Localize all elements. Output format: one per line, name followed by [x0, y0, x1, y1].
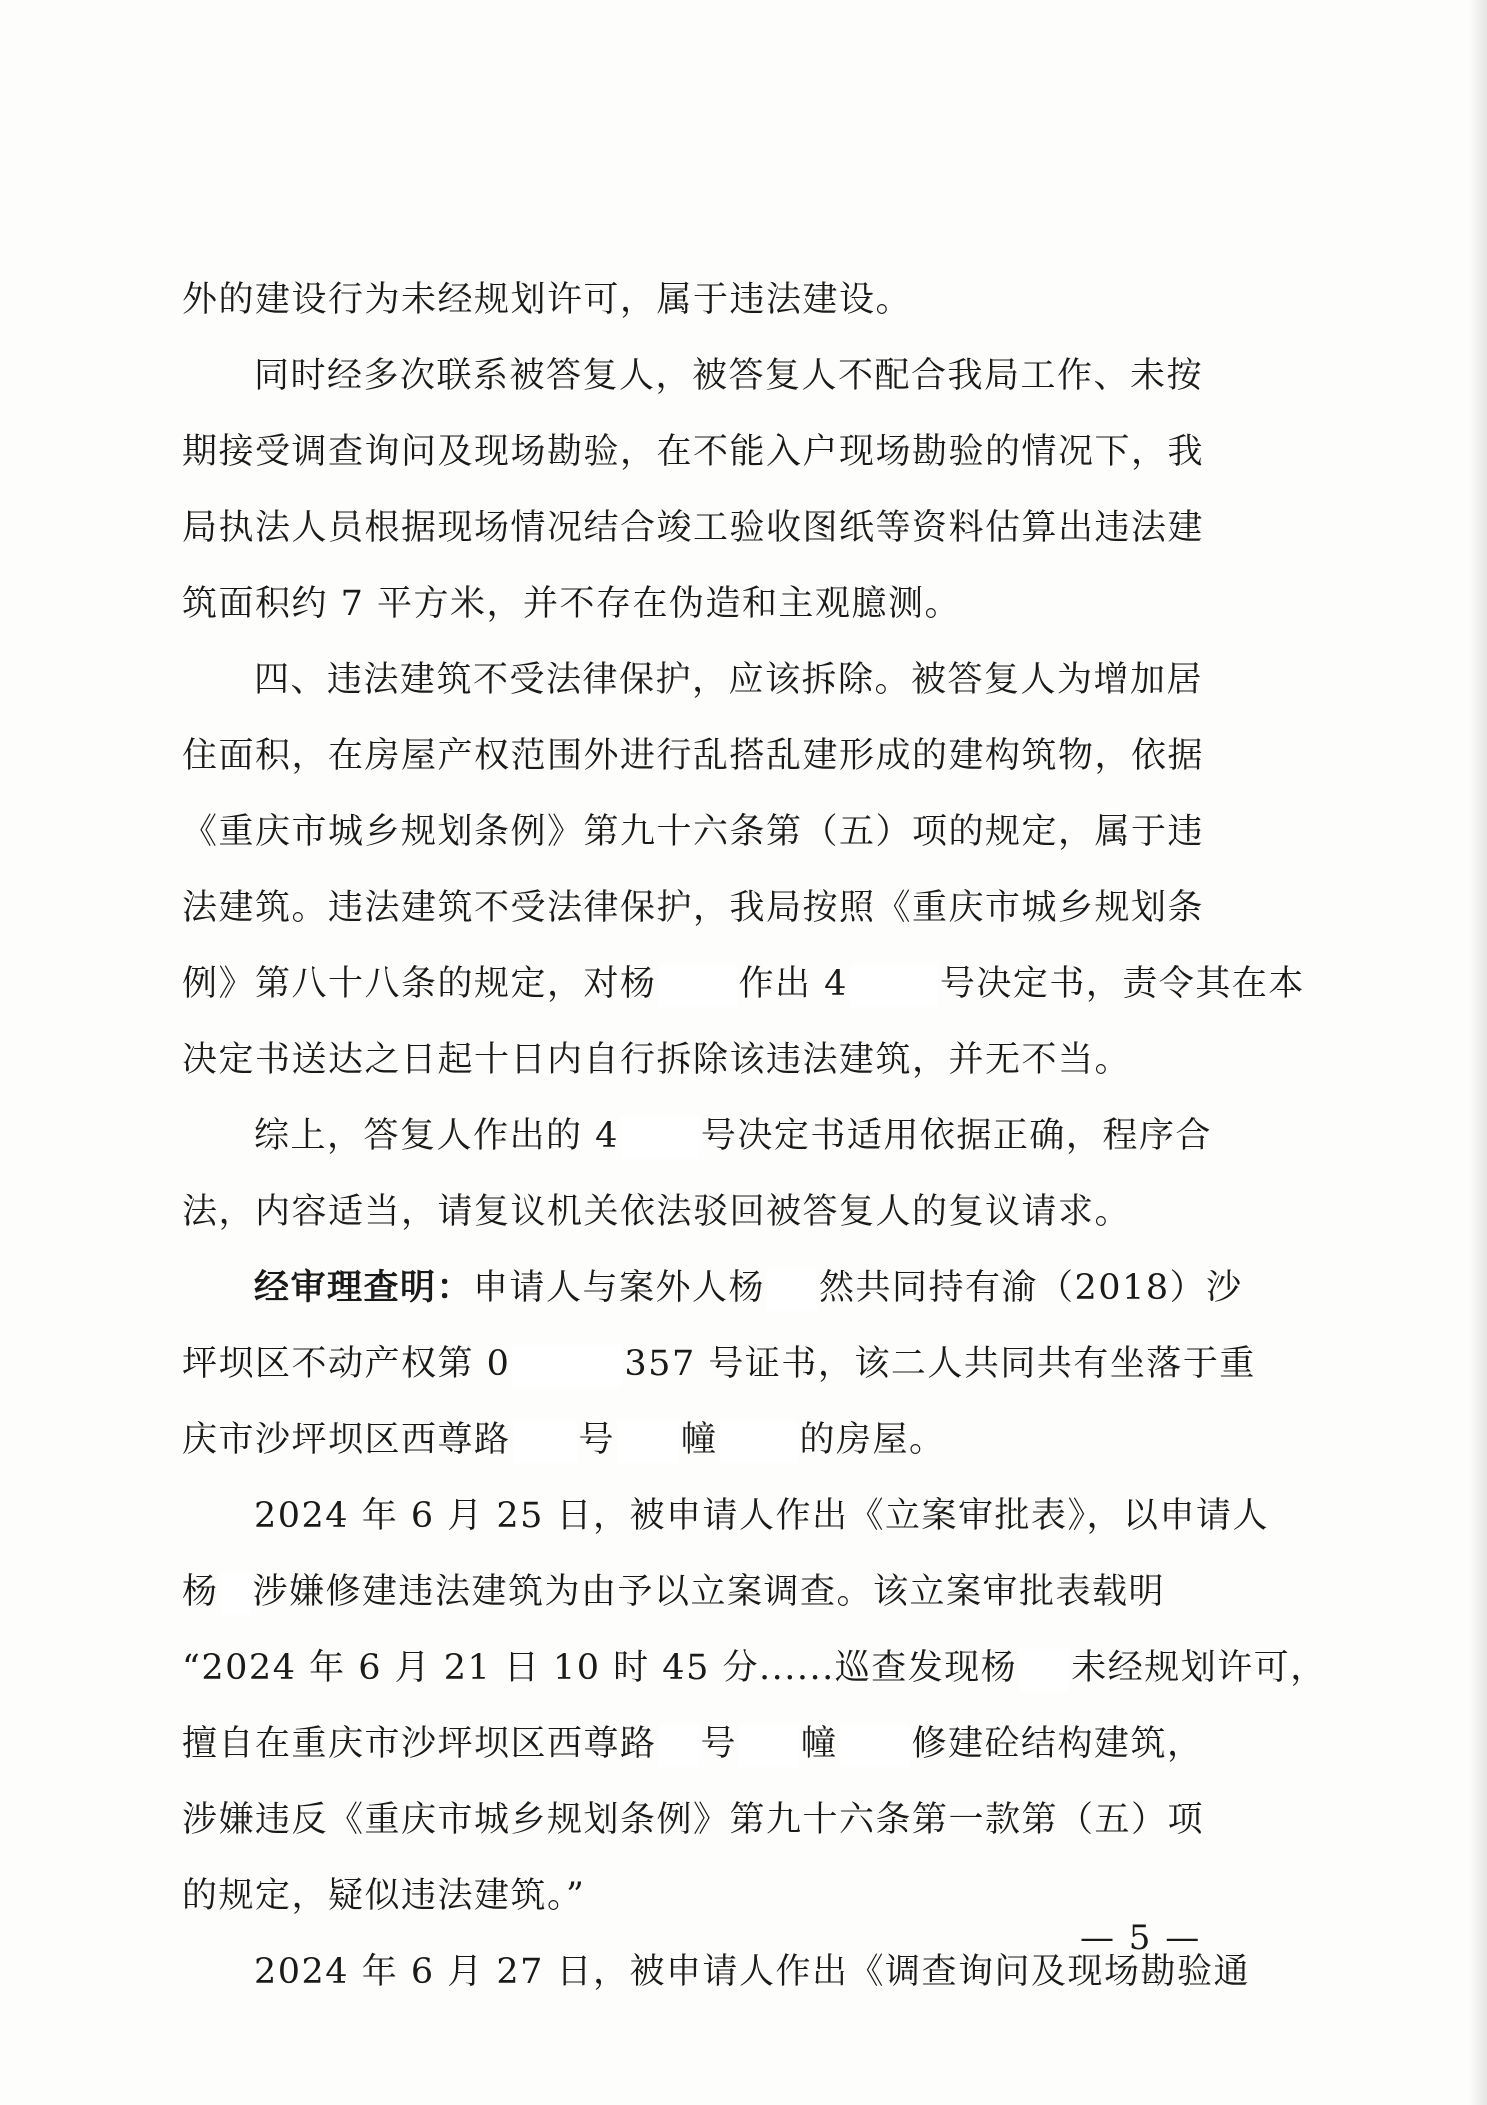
- redaction-box: [1019, 1649, 1069, 1691]
- text-segment: 的房屋。: [799, 1420, 946, 1460]
- text-segment: 幢: [681, 1420, 718, 1460]
- text-line: 2024 年 6 月 27 日，被申请人作出《调查询问及现场勘验通: [254, 1952, 1251, 1992]
- text-segment: 申请人与案外人杨: [473, 1268, 766, 1308]
- text-segment: 然共同持有渝（2018）沙: [819, 1268, 1243, 1308]
- redaction-box: [840, 1725, 910, 1767]
- text-line: [182, 1098, 1272, 1174]
- text-line: 的规定，疑似违法建筑。”: [182, 1876, 586, 1916]
- text-segment: 号: [700, 1724, 738, 1764]
- text-line: 外的建设行为未经规划许可，属于违法建设。: [182, 280, 913, 320]
- redaction-box: [512, 1345, 622, 1387]
- redaction-box: [850, 965, 938, 1007]
- text-line: [182, 1706, 1272, 1782]
- redaction-box: [513, 1421, 577, 1463]
- text-line: 期接受调查询问及现场勘验，在不能入户现场勘验的情况下，我: [182, 432, 1205, 472]
- text-segment: 号: [578, 1420, 616, 1460]
- text-line: [182, 1554, 1272, 1630]
- text-segment: 号决定书，责令其在本: [939, 964, 1305, 1004]
- scan-shadow: [1469, 0, 1487, 2105]
- text-line: 同时经多次联系被答复人，被答复人不配合我局工作、未按: [254, 356, 1204, 396]
- text-line: [182, 1402, 1272, 1478]
- text-line: 法建筑。违法建筑不受法律保护，我局按照《重庆市城乡规划条: [182, 888, 1205, 928]
- text-line: 《重庆市城乡规划条例》第九十六条第（五）项的规定，属于违: [182, 812, 1205, 852]
- text-segment: 杨: [182, 1572, 219, 1612]
- text-line: [182, 1250, 1272, 1326]
- text-segment: 涉嫌修建违法建筑为由予以立案调查。该立案审批表载明: [252, 1572, 1166, 1612]
- text-line: 筑面积约 7 平方米，并不存在伪造和主观臆测。: [182, 584, 962, 624]
- document-body: [182, 262, 1327, 2010]
- text-segment: 未经规划许可，: [1071, 1648, 1327, 1688]
- text-segment: 幢: [801, 1724, 838, 1764]
- text-segment: “2024 年 6 月 21 日 10 时 45 分......巡查发现杨: [182, 1648, 1018, 1688]
- text-segment: 擅自在重庆市沙坪坝区西尊路: [182, 1724, 657, 1764]
- finding-heading: 经审理查明：: [254, 1267, 474, 1308]
- text-line: 局执法人员根据现场情况结合竣工验收图纸等资料估算出违法建: [182, 508, 1205, 548]
- text-line: 法，内容适当，请复议机关依法驳回被答复人的复议请求。: [182, 1192, 1132, 1232]
- redaction-box: [767, 1269, 817, 1311]
- text-line: 2024 年 6 月 25 日，被申请人作出《立案审批表》，以申请人: [254, 1496, 1270, 1536]
- redaction-box: [617, 1421, 679, 1463]
- text-line: 涉嫌违反《重庆市城乡规划条例》第九十六条第一款第（五）项: [182, 1800, 1205, 1840]
- redaction-box: [720, 1421, 798, 1463]
- text-segment: 作出 4: [738, 964, 848, 1004]
- text-line: 决定书送达之日起十日内自行拆除该违法建筑，并无不当。: [182, 1040, 1132, 1080]
- text-segment: 综上，答复人作出的 4: [254, 1116, 619, 1156]
- text-segment: 修建砼结构建筑，: [911, 1724, 1204, 1764]
- text-segment: 例》第八十八条的规定，对杨: [182, 964, 657, 1004]
- page-number: — 5 —: [1080, 1918, 1202, 1958]
- redaction-box: [621, 1117, 699, 1159]
- redaction-box: [739, 1725, 799, 1767]
- text-line: [182, 1630, 1327, 1706]
- text-segment: 庆市沙坪坝区西尊路: [182, 1420, 511, 1460]
- redaction-box: [659, 965, 737, 1007]
- text-line: [182, 946, 1305, 1022]
- text-segment: 号决定书适用依据正确，程序合: [700, 1116, 1212, 1156]
- text-segment: 坪坝区不动产权第 0: [182, 1344, 511, 1384]
- text-line: 住面积，在房屋产权范围外进行乱搭乱建形成的建构筑物，依据: [182, 736, 1205, 776]
- text-segment: 357 号证书，该二人共同共有坐落于重: [624, 1344, 1256, 1384]
- text-line: 四、违法建筑不受法律保护，应该拆除。被答复人为增加居: [254, 660, 1204, 700]
- text-line: [182, 1326, 1272, 1402]
- redaction-box: [221, 1573, 251, 1615]
- redaction-box: [659, 1725, 699, 1767]
